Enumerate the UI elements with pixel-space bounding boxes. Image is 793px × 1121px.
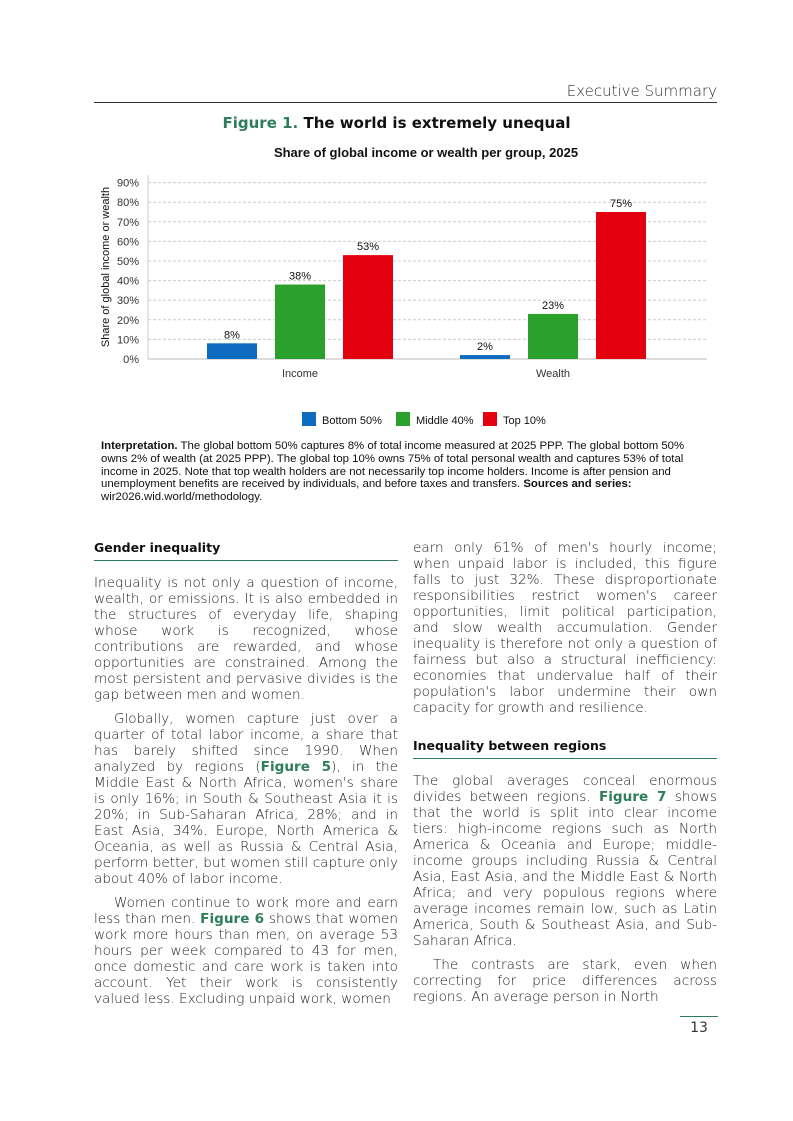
figure-caption: The world is extremely unequal: [303, 114, 571, 132]
bar: [275, 285, 325, 359]
section-heading-regions: Inequality between regions: [413, 738, 717, 759]
data-label: 53%: [356, 241, 380, 254]
y-tick-label: 30%: [116, 295, 139, 308]
legend-label: Top 10%: [503, 415, 546, 427]
bar: [343, 255, 393, 359]
sources-link[interactable]: wir2026.wid.world/methodology.: [101, 491, 263, 504]
paragraph: [94, 895, 398, 1007]
paragraph: Inequality is not only a question of income, wealth, or emissions. It is also embedded in the structures of everyday life, shaping whose work is recognized, whose contributions are rewarded, and whose opportunities are constrained. Among the most persistent and pervasive divides is the gap between men and women.: [94, 575, 398, 703]
interpretation-note: [101, 440, 711, 504]
text: Women continue to work more and earn less than men.: [94, 895, 398, 927]
text: ), in the Middle East & North Africa, women's share is only 16%; in South & Southeast Asia it is 20%; in Sub-Saharan Africa, 28%; and in East Asia, 34%. Europe, North America & Oceania, as well as Russia & Central Asia, perform better, but women still capture only about 40% of labor income.: [94, 759, 399, 887]
bar: [207, 343, 257, 359]
paragraph: [94, 711, 398, 887]
interpretation-label: Interpretation.: [101, 440, 178, 452]
page-number: 13: [680, 1016, 718, 1036]
figure-5-link[interactable]: Figure 5: [260, 759, 332, 775]
y-tick-label: 50%: [116, 256, 139, 268]
data-label: 23%: [541, 299, 565, 312]
text: Globally, women capture just over a quarter of total labor income, a share that has barely shifted since 1990. When analyzed by regions (: [94, 711, 398, 775]
legend-swatch: [396, 412, 410, 426]
y-tick-label: 40%: [116, 275, 139, 288]
y-tick-label: 80%: [116, 197, 139, 210]
bar-chart: [0, 135, 793, 435]
text: shows that the world is split into clear income tiers: high-income regions such as North America & Oceania and Europe; middle-income groups including Russia & Central Asia, East Asia, and the Middle East & North Africa; and very populous regions where average incomes remain low, such as Latin America, South & Southeast Asia, and Sub-Saharan Africa.: [413, 789, 717, 949]
x-tick-label: Income: [281, 368, 319, 380]
paragraph: earn only 61% of men's hourly income; when unpaid labor is included, this figure falls to just 32%. These disproportionate responsibilities restrict women's career opportunities, limit political participation, and slow wealth accumulation. Gender inequality is therefore not only a question of fairness but also a structural inefficiency: economies that undervalue half of their population's labor undermine their own capacity for growth and resilience.: [413, 540, 717, 716]
data-label: 75%: [609, 198, 633, 210]
y-tick-label: 0%: [123, 354, 139, 366]
text: shows that women work more hours than men, on average 53 hours per week compared to 43 for men, once domestic and care work is taken into account. Yet their work is consistently valued less. Excluding unpaid work, women: [94, 911, 398, 1007]
left-column: [94, 540, 398, 1015]
bar: [460, 355, 510, 359]
bar: [596, 212, 646, 359]
text: The global averages conceal enormous divides between regions.: [413, 773, 717, 805]
paragraph: The contrasts are stark, even when correcting for price differences across regions. An average person in North: [413, 957, 717, 1005]
interpretation-text: The global bottom 50% captures 8% of total income measured at 2025 PPP. The global bottom 50% owns 2% of wealth (at 2025 PPP). The global top 10% owns 75% of total personal wealth and captures 53% of total income in 2025. Note that top wealth holders are not necessarily top income holders. Income is after pension and unemployment benefits are received by individuals, and before taxes and transfers.: [101, 440, 685, 491]
figure-number: Figure 1.: [222, 114, 299, 132]
legend-label: Middle 40%: [416, 415, 474, 427]
chart-title: Share of global income or wealth per group, 2025: [273, 145, 579, 160]
figure-7-link[interactable]: Figure 7: [598, 789, 667, 805]
y-axis-title: Share of global income or wealth: [100, 186, 112, 348]
running-header: Executive Summary: [566, 82, 717, 100]
y-tick-label: 90%: [116, 177, 139, 190]
figure-6-link[interactable]: Figure 6: [200, 911, 265, 927]
data-label: 2%: [477, 341, 493, 354]
header-rule: [94, 102, 717, 103]
y-tick-label: 10%: [116, 334, 139, 347]
right-column: [413, 540, 717, 1013]
figure-title: [0, 114, 793, 132]
data-label: 8%: [224, 329, 240, 342]
section-heading-gender: Gender inequality: [94, 540, 398, 561]
y-tick-label: 60%: [116, 236, 139, 249]
legend-label: Bottom 50%: [322, 415, 382, 427]
y-tick-label: 70%: [116, 216, 139, 229]
y-tick-label: 20%: [116, 314, 139, 327]
legend-swatch: [483, 412, 497, 426]
legend-swatch: [302, 412, 316, 426]
bar: [528, 314, 578, 359]
paragraph: [413, 773, 717, 949]
x-tick-label: Wealth: [535, 368, 571, 380]
sources-label: Sources and series:: [523, 478, 632, 491]
data-label: 38%: [288, 270, 312, 283]
